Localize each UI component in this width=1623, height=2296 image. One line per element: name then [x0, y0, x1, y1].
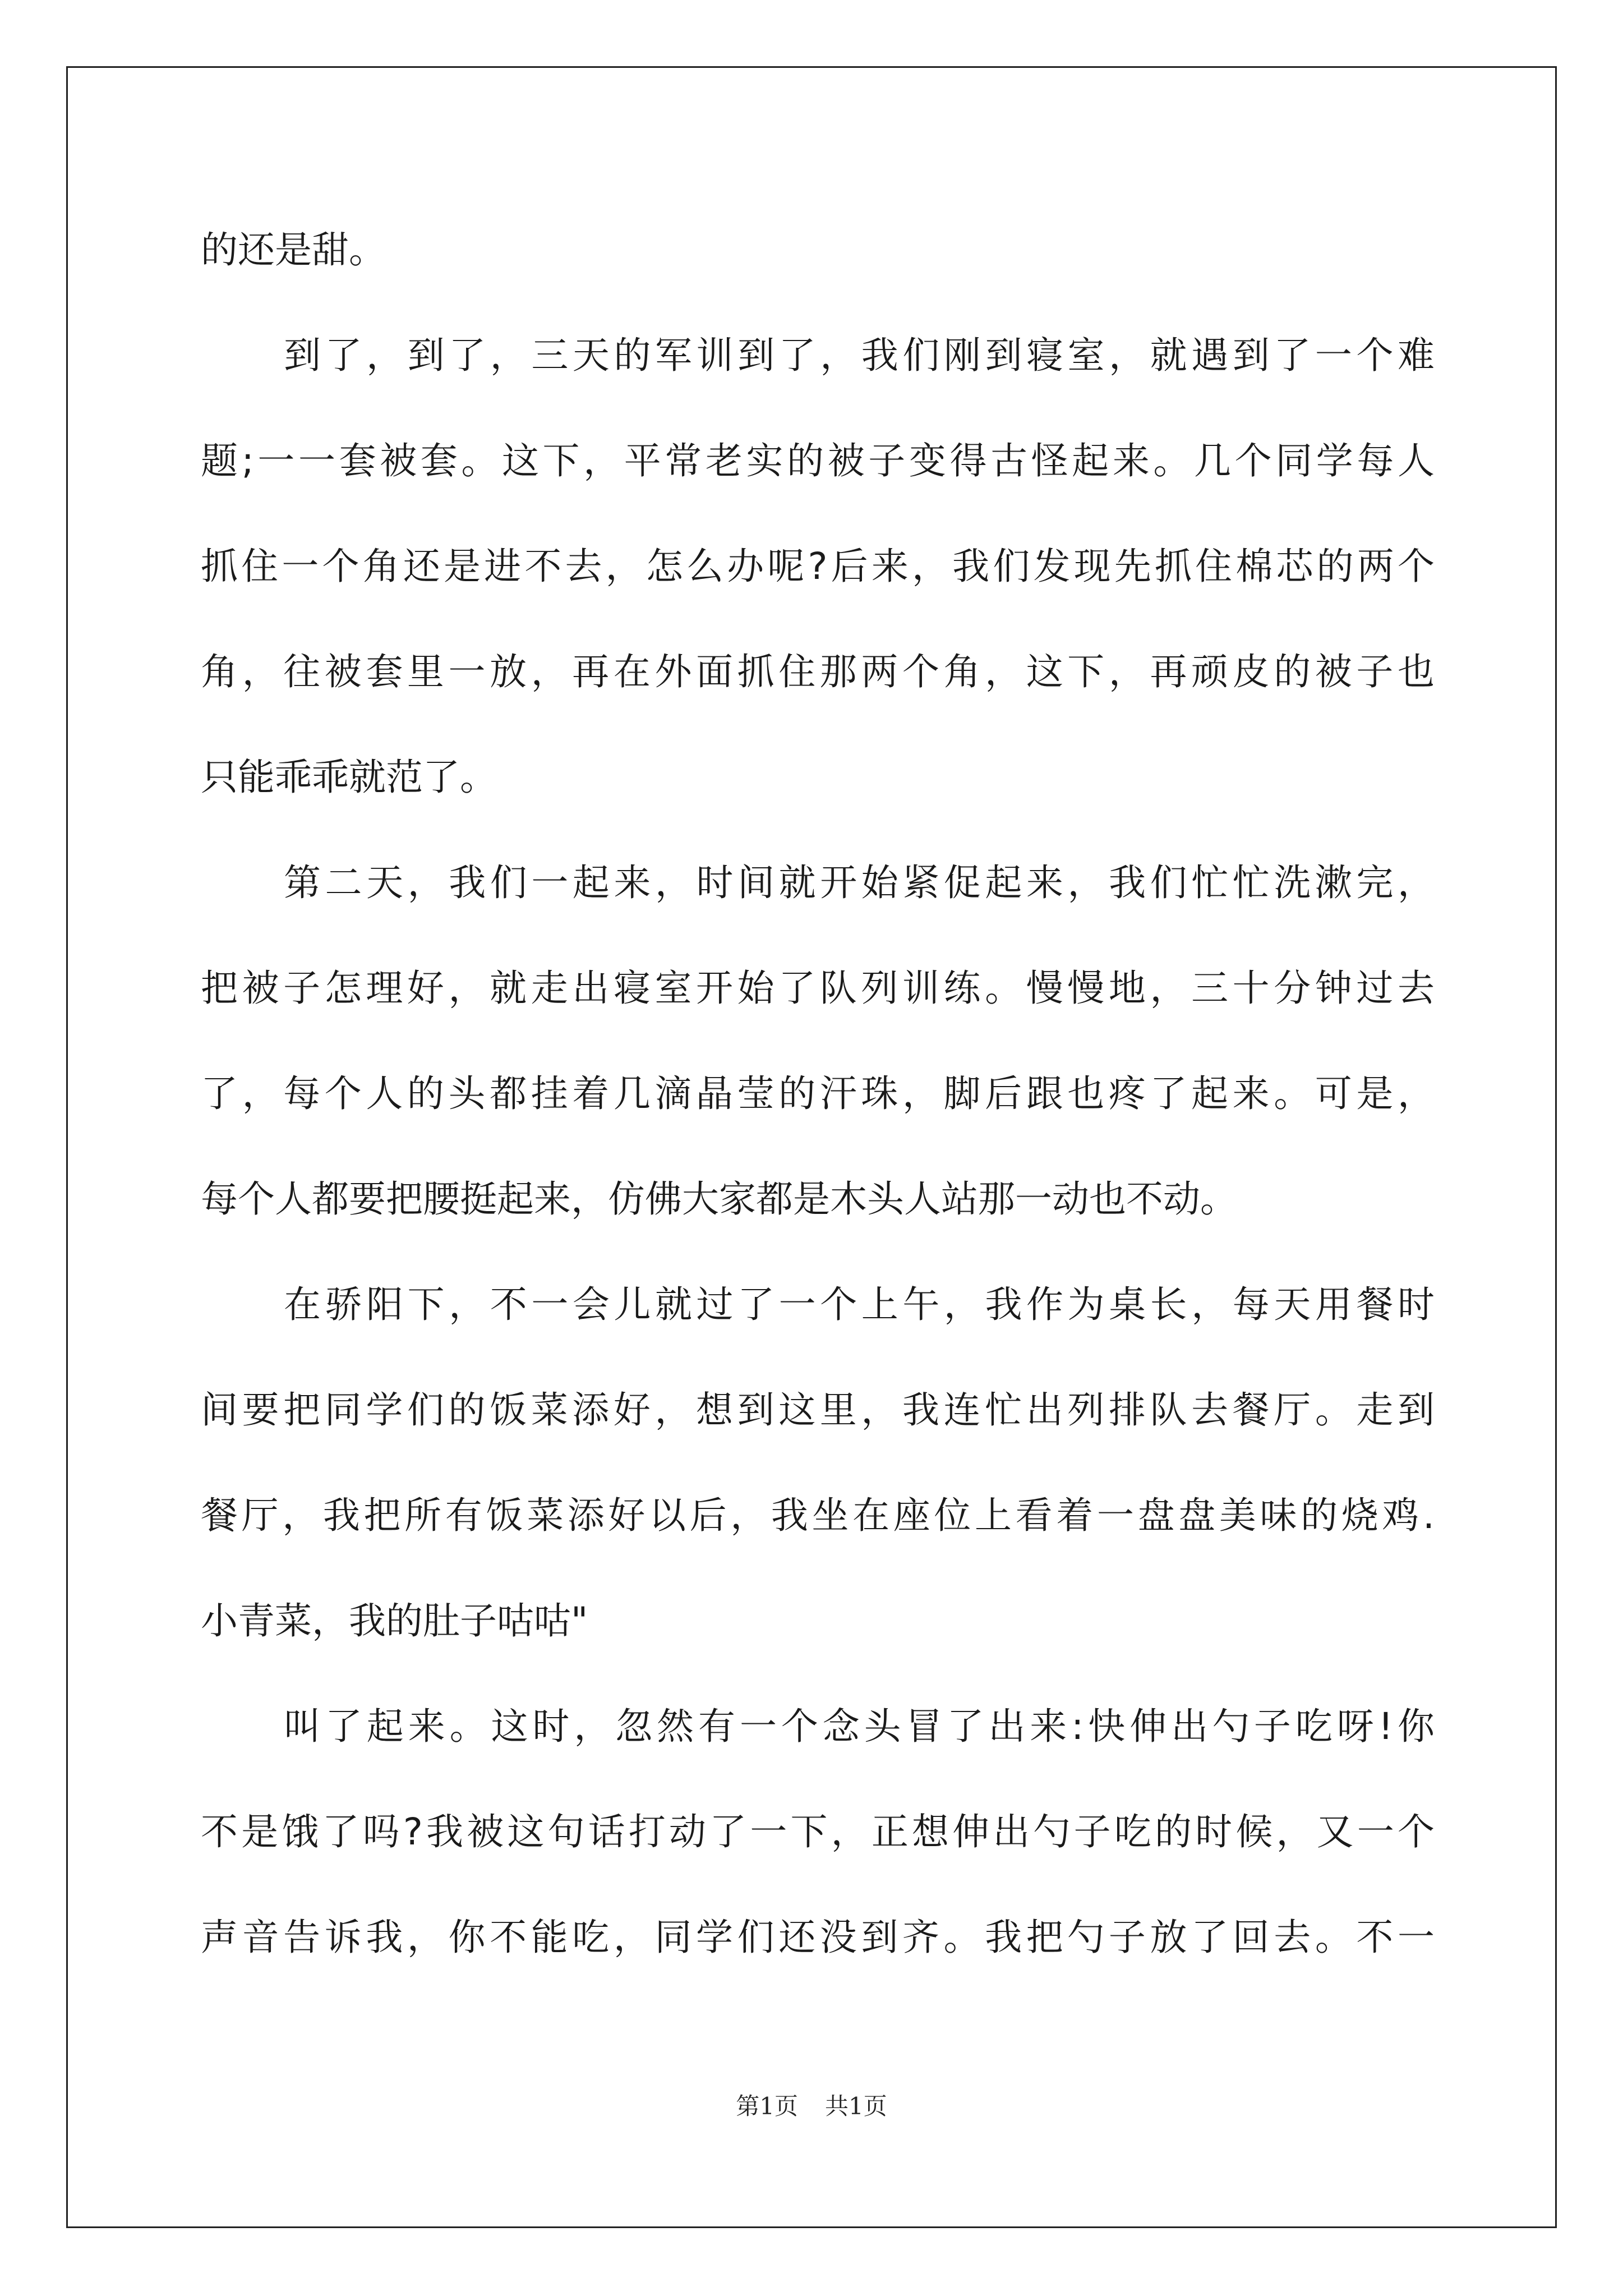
text-line: 在骄阳下，不一会儿就过了一个上午，我作为桌长，每天用餐时 [284, 1283, 1435, 1326]
text-line: 角，往被套里一放，再在外面抓住那两个角，这下，再顽皮的被子也 [201, 650, 1435, 693]
page-footer [0, 2088, 1623, 2122]
text-line: 小青菜，我的肚子咕咕" [201, 1599, 588, 1642]
text-line: 餐厅，我把所有饭菜添好以后，我坐在座位上看着一盘盘美味的烧鸡. [201, 1494, 1435, 1537]
text-line: 只能乖乖就范了。 [201, 756, 497, 799]
body-text [201, 197, 1435, 1990]
text-line: 抓住一个角还是进不去，怎么办呢?后来，我们发现先抓住棉芯的两个 [201, 545, 1435, 588]
text-line: 的还是甜。 [201, 228, 386, 272]
text-line: 叫了起来。这时，忽然有一个念头冒了出来:快伸出勺子吃呀!你 [284, 1705, 1435, 1748]
page-total: 共1页 [825, 2092, 887, 2120]
text-line: 间要把同学们的饭菜添好，想到这里，我连忙出列排队去餐厅。走到 [201, 1388, 1435, 1432]
text-line: 第二天，我们一起来，时间就开始紧促起来，我们忙忙洗漱完， [284, 861, 1435, 904]
text-line: 声音告诉我，你不能吃，同学们还没到齐。我把勺子放了回去。不一 [201, 1916, 1435, 1959]
text-line: 把被子怎理好，就走出寝室开始了队列训练。慢慢地，三十分钟过去 [201, 967, 1435, 1010]
page-number: 第1页 [736, 2092, 798, 2120]
text-line: 题;一一套被套。这下，平常老实的被子变得古怪起来。几个同学每人 [201, 439, 1435, 482]
text-line: 每个人都要把腰挺起来，仿佛大家都是木头人站那一动也不动。 [201, 1177, 1237, 1221]
text-line: 了，每个人的头都挂着几滴晶莹的汗珠，脚后跟也疼了起来。可是， [201, 1072, 1435, 1115]
text-line: 不是饿了吗?我被这句话打动了一下，正想伸出勺子吃的时候，又一个 [201, 1810, 1435, 1853]
text-line: 到了，到了，三天的军训到了，我们刚到寝室，就遇到了一个难 [284, 334, 1435, 377]
